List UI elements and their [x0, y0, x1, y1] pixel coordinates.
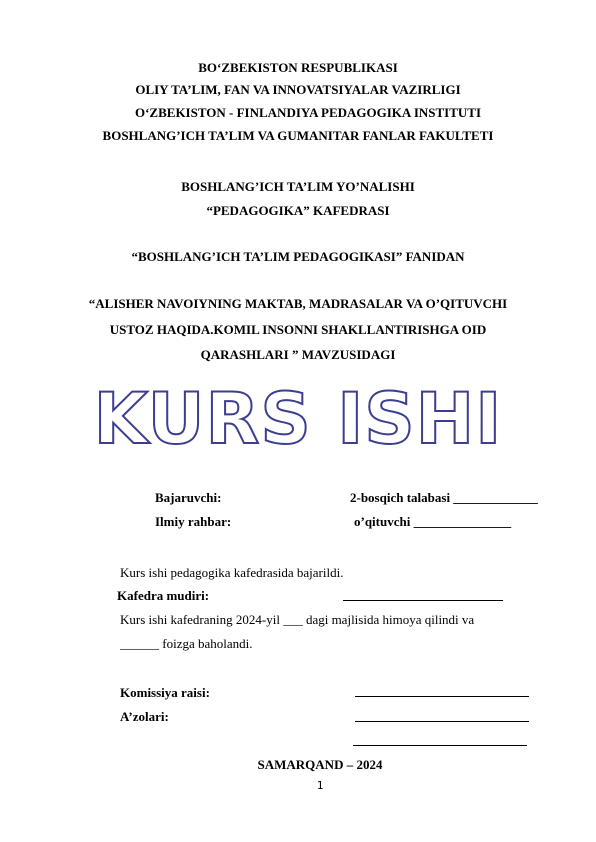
commission-chair-label: Komissiya raisi: — [120, 685, 210, 700]
supervisor-label: Ilmiy rahbar: — [155, 514, 232, 529]
member-signature-line-2 — [353, 735, 527, 746]
supervisor-value: o’qituvchi _______________ — [354, 514, 512, 529]
department-direction: BOSHLANG’ICH TA’LIM YO’NALISHI — [181, 179, 415, 194]
department-head-label: Kafedra mudiri: — [117, 588, 210, 603]
performer-label: Bajaruvchi: — [155, 490, 222, 505]
header-faculty: BOSHLANG’ICH TA’LIM VA GUMANITAR FANLAR FAKULTETI — [102, 128, 494, 143]
grade-statement: ______ foizga baholandi. — [120, 636, 253, 651]
topic-line-3: QARASHLARI ” MAVZUSIDAGI — [200, 347, 396, 362]
topic-line-2: USTOZ HAQIDA.KOMIL INSONNI SHAKLLANTIRISHGA OID — [109, 322, 487, 337]
header-republic: BO‘ZBEKISTON RESPUBLIKASI — [198, 60, 398, 75]
completed-statement: Kurs ishi pedagogika kafedrasida bajarildi. — [120, 565, 344, 580]
header-institute: O‘ZBEKISTON - FINLANDIYA PEDAGOGIKA INSTITUTI — [134, 105, 482, 120]
header-ministry: OLIY TA’LIM, FAN VA INNOVATSIYALAR VAZIRLIGI — [135, 82, 461, 97]
member-signature-line-1 — [355, 711, 529, 722]
subject-title: “BOSHLANG’ICH TA’LIM PEDAGOGIKASI” FANIDAN — [131, 249, 465, 264]
page-number: 1 — [316, 779, 324, 792]
department-head-signature-line — [343, 590, 503, 601]
commission-chair-signature-line — [355, 686, 529, 697]
department-name: “PEDAGOGIKA” KAFEDRASI — [206, 203, 390, 218]
document-title-kurs-ishi: KURS ISHI — [93, 378, 503, 460]
defense-statement: Kurs ishi kafedraning 2024-yil ___ dagi majlisida himoya qilindi va — [120, 612, 475, 627]
city-year: SAMARQAND – 2024 — [257, 757, 383, 772]
topic-line-1: “ALISHER NAVOIYNING MAKTAB, MADRASALAR VA O’QITUVCHI — [88, 296, 508, 311]
performer-value: 2-bosqich talabasi _____________ — [350, 490, 538, 505]
members-label: A’zolari: — [120, 709, 169, 724]
